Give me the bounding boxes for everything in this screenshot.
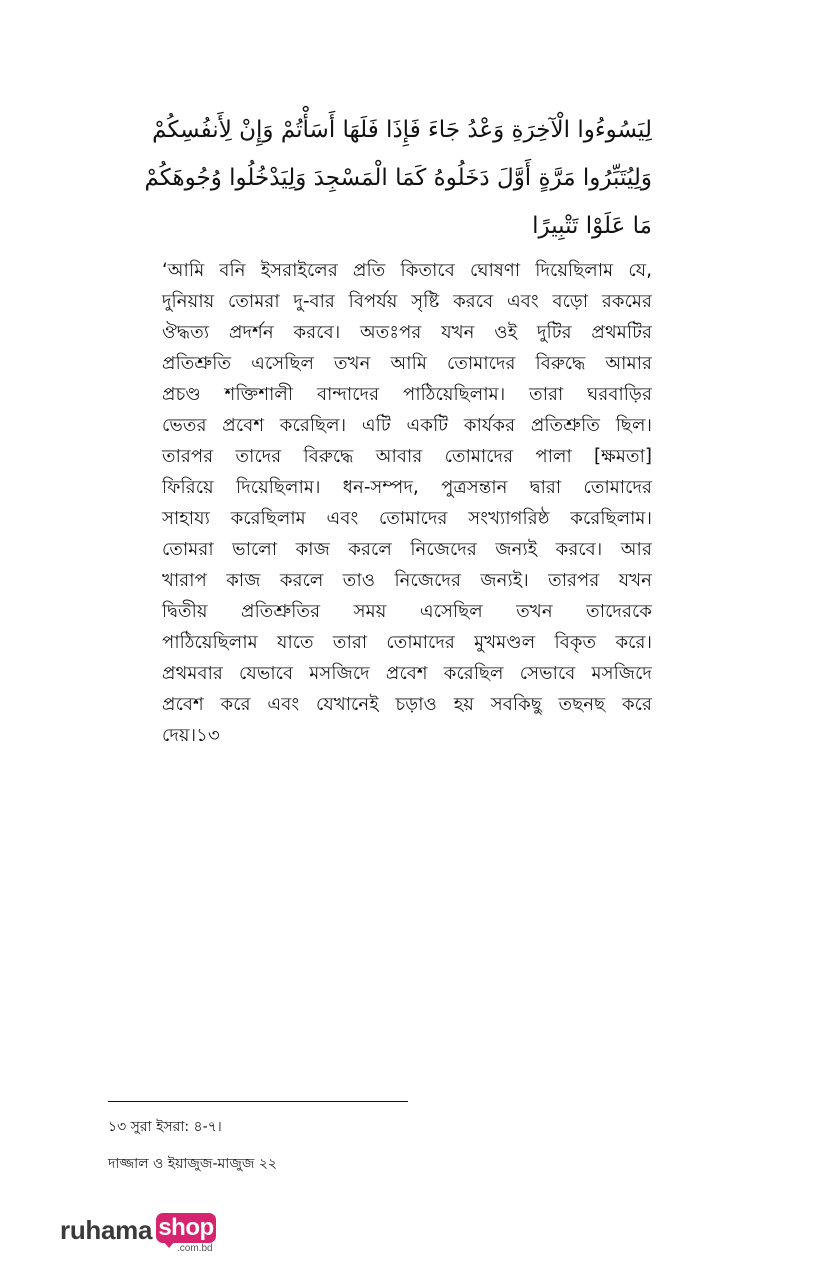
arabic-verse-line-2: وَلِيُتَبِّرُوا مَرَّةٍ أَوَّلَ دَخَلُوهُ كَمَا الْمَسْجِدَ وَلِيَدْخُلُوا وُجُوهَكُمْ [144, 165, 652, 191]
translation-paragraph [162, 255, 652, 751]
translation-line: প্রথমবার যেভাবে মসজিদে প্রবেশ করেছিল সেভাবে মসজিদে [162, 663, 652, 684]
footnote: ১৩ সুরা ইসরা: ৪-৭। [108, 1119, 222, 1135]
logo-shop-text: shop [158, 1214, 214, 1241]
translation-line: ফিরিয়ে দিয়েছিলাম। ধন-সম্পদ, পুত্রসন্তান দ্বারা তোমাদের [162, 477, 652, 498]
translation-line: দুনিয়ায় তোমরা দু-বার বিপর্যয় সৃষ্টি করবে এবং বড়ো রকমের [162, 291, 652, 312]
translation-line: তোমরা ভালো কাজ করলে নিজেদের জন্যই করবে। আর [162, 539, 652, 560]
logo-shop-badge [156, 1213, 216, 1243]
translation-line: প্রচণ্ড শক্তিশালী বান্দাদের পাঠিয়েছিলাম। তারা ঘরবাড়ির [162, 384, 652, 405]
arabic-verse [144, 106, 652, 250]
translation-line: দ্বিতীয় প্রতিশ্রুতির সময় এসেছিল তখন তাদেরকে [162, 601, 652, 622]
translation-line: ভেতর প্রবেশ করেছিল। এটি একটি কার্যকর প্রতিশ্রুতি ছিল। [162, 415, 652, 436]
translation-line: ঔদ্ধত্য প্রদর্শন করবে। অতঃপর যখন ওই দুটির প্রথমটির [162, 322, 652, 343]
translation-line: সাহায্য করেছিলাম এবং তোমাদের সংখ্যাগরিষ্ঠ করেছিলাম। [162, 508, 652, 529]
footnote-divider [108, 1101, 408, 1102]
arabic-verse-line-3: مَا عَلَوْا تَتْبِيرًا [532, 213, 652, 239]
translation-line: তারপর তাদের বিরুদ্ধে আবার তোমাদের পালা [ক্ষমতা] [162, 446, 652, 467]
logo-speech-tail-icon [163, 1241, 175, 1248]
arabic-verse-line-1: لِيَسُوءُوا الْآخِرَةِ وَعْدُ جَاءَ فَإِذَا فَلَهَا أَسَأْتُمْ وَإِنْ لِأَنفُسِكُمْ [152, 117, 652, 143]
translation-line: প্রতিশ্রুতি এসেছিল তখন আমি তোমাদের বিরুদ্ধে আমার [162, 353, 652, 374]
logo-brand-text: ruhama [60, 1215, 153, 1245]
translation-line: খারাপ কাজ করলে তাও নিজেদের জন্যই। তারপর যখন [162, 570, 652, 591]
translation-line: প্রবেশ করে এবং যেখানেই চড়াও হয় সবকিছু তছনছ করে [162, 694, 652, 715]
translation-line-last: দেয়।১৩ [162, 725, 220, 746]
translation-line: ‘আমি বনি ইসরাইলের প্রতি কিতাবে ঘোষণা দিয়েছিলাম যে, [162, 260, 652, 281]
running-footer: দাজ্জাল ও ইয়াজুজ-মাজুজ ২২ [108, 1156, 278, 1172]
ruhamashop-logo [60, 1213, 230, 1253]
logo-domain-text: .com.bd [177, 1243, 213, 1254]
translation-line: পাঠিয়েছিলাম যাতে তারা তোমাদের মুখমণ্ডল বিকৃত করে। [162, 632, 652, 653]
